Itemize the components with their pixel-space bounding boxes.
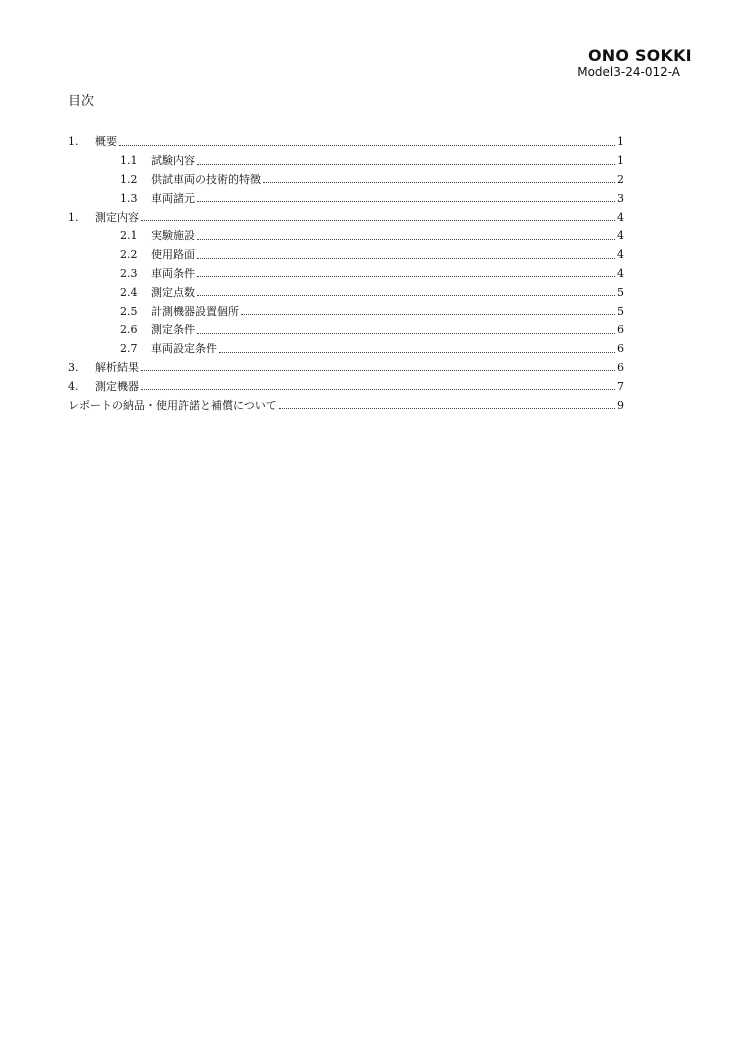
toc-entry-page: 4 (617, 266, 624, 280)
toc-entry[interactable] (68, 340, 624, 359)
toc-entry-number: 3. (68, 360, 79, 374)
toc-entry[interactable] (68, 133, 624, 152)
dot-leader (141, 380, 615, 390)
toc-entry[interactable] (68, 189, 624, 208)
toc-entry-label: 車両設定条件 (151, 342, 217, 356)
toc-entry-number: 2.4 (120, 285, 138, 299)
toc-entry[interactable] (68, 283, 624, 302)
dot-leader (141, 211, 615, 221)
toc-entry-number: 1.1 (120, 154, 138, 168)
toc-entry-label: 使用路面 (151, 248, 195, 262)
toc-entry[interactable] (68, 302, 624, 321)
dot-leader (197, 286, 615, 296)
toc-entry-page: 6 (617, 323, 624, 337)
toc-entry[interactable] (68, 208, 624, 227)
toc-entry-page: 1 (617, 135, 624, 149)
dot-leader (197, 267, 615, 277)
toc-entry-label: 測定内容 (95, 210, 139, 224)
dot-leader (241, 305, 615, 315)
toc-entry-label: 車両諸元 (151, 191, 195, 205)
toc-entry-number: 1. (68, 135, 79, 149)
toc-entry[interactable] (68, 227, 624, 246)
toc-entry-number: 1. (68, 210, 79, 224)
toc-entry-label: 解析結果 (95, 360, 139, 374)
dot-leader (197, 230, 615, 240)
dot-leader (197, 324, 615, 334)
dot-leader (263, 173, 615, 183)
toc-entry[interactable] (68, 265, 624, 284)
dot-leader (197, 249, 615, 259)
toc-entry-label: 概要 (95, 135, 117, 149)
toc-entry[interactable] (68, 246, 624, 265)
toc-entry-page: 9 (617, 398, 624, 412)
toc-entry-page: 1 (617, 154, 624, 168)
toc-entry-number: 1.3 (120, 191, 138, 205)
toc-entry-number: 2.6 (120, 323, 138, 337)
toc-entry-page: 5 (617, 304, 624, 318)
toc-entry-page: 3 (617, 191, 624, 205)
toc-entry[interactable] (68, 396, 624, 415)
toc-entry-label: 実験施設 (151, 229, 195, 243)
model-number: Model3-24-012-A (577, 65, 680, 79)
toc-entry-page: 5 (617, 285, 624, 299)
toc-entry-label: 試験内容 (151, 154, 195, 168)
toc-entry-page: 4 (617, 210, 624, 224)
toc-entry-number: 2.7 (120, 342, 138, 356)
toc-entry-number: 2.1 (120, 229, 138, 243)
dot-leader (141, 361, 615, 371)
toc-entry-page: 6 (617, 360, 624, 374)
logo-text: ONO SOKKI (588, 46, 692, 65)
toc-entry-page: 6 (617, 342, 624, 356)
toc-entry[interactable] (68, 321, 624, 340)
toc-entry-number: 2.3 (120, 266, 138, 280)
dot-leader (219, 343, 615, 353)
toc-entry[interactable] (68, 152, 624, 171)
toc-entry-label: 測定点数 (151, 285, 195, 299)
toc-entry-label: 計測機器設置個所 (151, 304, 239, 318)
toc-entry-page: 7 (617, 379, 624, 393)
dot-leader (119, 136, 615, 146)
toc-entry-page: 4 (617, 229, 624, 243)
dot-leader (197, 192, 615, 202)
toc-entry[interactable] (68, 359, 624, 378)
dot-leader (197, 155, 615, 165)
toc-entry-number: 4. (68, 379, 79, 393)
toc-entry-number: 1.2 (120, 172, 138, 186)
toc-entry-page: 2 (617, 172, 624, 186)
toc-title: 目次 (68, 94, 95, 109)
toc-entry-label: 車両条件 (151, 266, 195, 280)
ono-sokki-logo (588, 46, 692, 66)
toc-entry-label: 測定機器 (95, 379, 139, 393)
toc-entry-label: 測定条件 (151, 323, 195, 337)
table-of-contents (68, 133, 624, 415)
toc-entry-number: 2.5 (120, 304, 138, 318)
toc-entry-label: レポートの納品・使用許諾と補償について (68, 398, 277, 412)
toc-entry[interactable] (68, 377, 624, 396)
toc-entry-label: 供試車両の技術的特徴 (151, 172, 261, 186)
toc-entry-number: 2.2 (120, 248, 138, 262)
dot-leader (279, 399, 615, 409)
toc-entry-page: 4 (617, 248, 624, 262)
toc-entry[interactable] (68, 171, 624, 190)
